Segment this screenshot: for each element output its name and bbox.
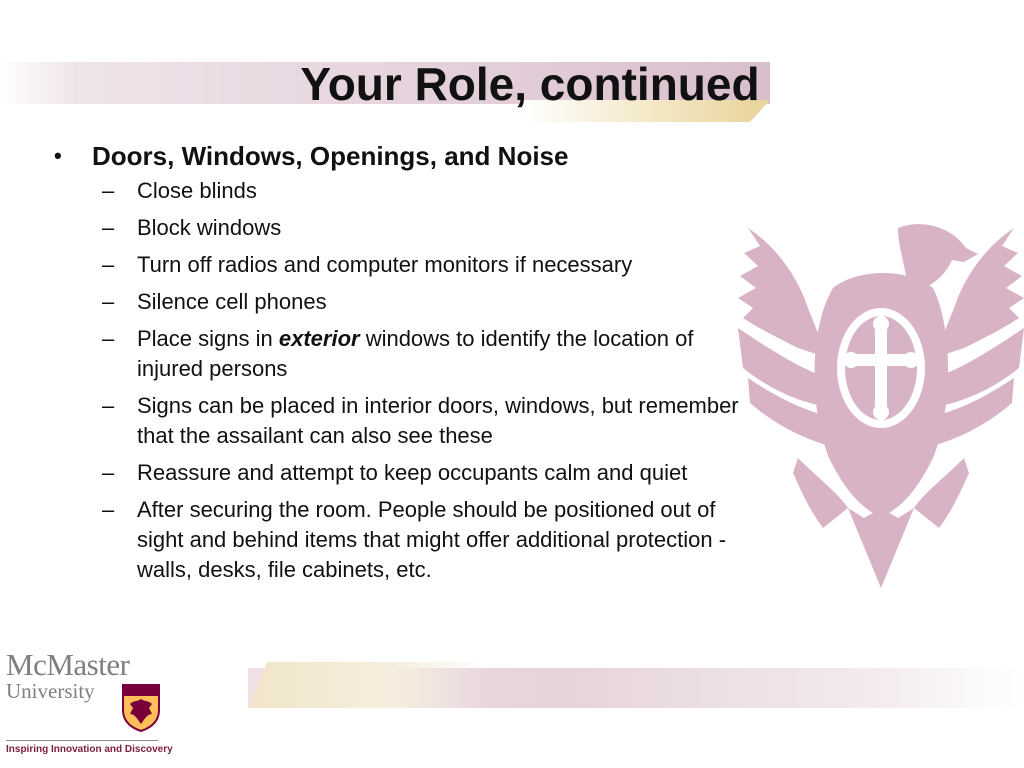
footer-band-accent bbox=[248, 662, 488, 708]
dash-icon: – bbox=[102, 215, 115, 240]
slide-body bbox=[50, 138, 750, 592]
dash-icon: – bbox=[102, 252, 115, 277]
sub-item-text: Silence cell phones bbox=[137, 289, 327, 314]
dash-icon: – bbox=[102, 497, 115, 522]
dash-icon: – bbox=[102, 326, 115, 351]
logo-tagline: Inspiring Innovation and Discovery bbox=[6, 744, 173, 755]
sub-item bbox=[50, 250, 750, 280]
shield-crest-icon bbox=[122, 684, 160, 732]
bullet-icon: • bbox=[54, 143, 62, 168]
sub-item-text: Block windows bbox=[137, 215, 282, 240]
logo-divider bbox=[6, 740, 158, 741]
bullet-item bbox=[50, 138, 750, 174]
eagle-crest-icon bbox=[738, 208, 1024, 588]
bullet-text: Doors, Windows, Openings, and Noise bbox=[92, 141, 569, 171]
logo-name-line2: University bbox=[6, 679, 95, 703]
dash-icon: – bbox=[102, 289, 115, 314]
dash-icon: – bbox=[102, 178, 115, 203]
sub-item bbox=[50, 213, 750, 243]
sub-item bbox=[50, 391, 750, 451]
sub-item-text-post: windows to identify the location of injured persons bbox=[137, 326, 694, 381]
sub-item bbox=[50, 176, 750, 206]
sub-item-text: Turn off radios and computer monitors if necessary bbox=[137, 252, 633, 277]
sub-item-text: After securing the room. People should be positioned out of sight and behind items that might offer additional protection - walls, desks, file cabinets, etc. bbox=[137, 497, 727, 582]
university-logo bbox=[6, 647, 173, 763]
sub-item bbox=[50, 458, 750, 488]
sub-item-text: Close blinds bbox=[137, 178, 257, 203]
logo-name-line1: McMaster bbox=[6, 647, 130, 682]
sub-item-text: Reassure and attempt to keep occupants calm and quiet bbox=[137, 460, 688, 485]
sub-item bbox=[50, 324, 750, 384]
sub-item bbox=[50, 287, 750, 317]
sub-item-emphasis: exterior bbox=[278, 326, 360, 351]
sub-item-text-pre: Place signs in bbox=[137, 326, 279, 351]
slide-title: Your Role, continued bbox=[300, 58, 760, 110]
sub-item bbox=[50, 495, 750, 585]
dash-icon: – bbox=[102, 460, 115, 485]
sub-item-text: Signs can be placed in interior doors, windows, but remember that the assailant can also see these bbox=[137, 393, 751, 448]
dash-icon: – bbox=[102, 393, 115, 418]
